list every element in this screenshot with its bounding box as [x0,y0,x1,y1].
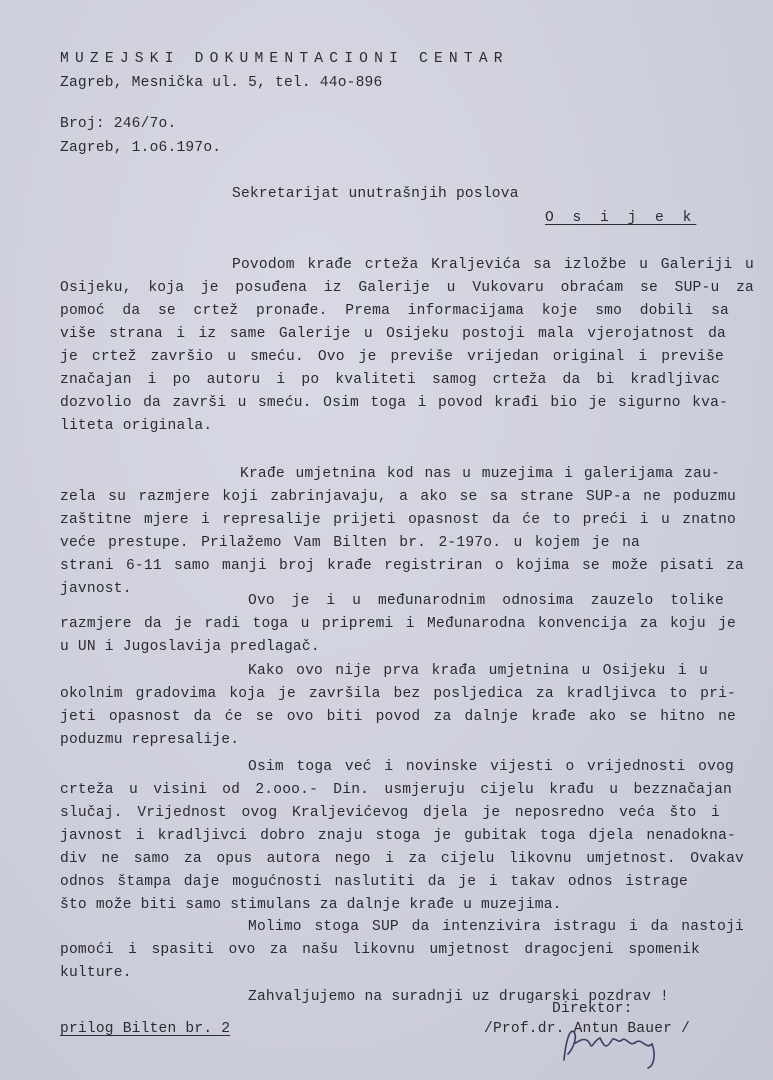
body-line: je crtež završio u smeću. Ovo je previše vrijedan original i previše [60,349,724,365]
body-line: Povodom krađe crteža Kraljevića sa izložbe u Galeriji u [232,257,754,273]
letter-date: Zagreb, 1.o6.197o. [60,140,222,156]
body-line: kulture. [60,965,132,981]
institution-address: Zagreb, Mesnička ul. 5, tel. 44o-896 [60,75,383,91]
reference-number: Broj: 246/7o. [60,116,177,132]
signatory-title: Direktor: [552,1001,633,1017]
body-line: Osim toga već i novinske vijesti o vrijednosti ovog [248,759,734,775]
signatory-name: /Prof.dr. Antun Bauer / [484,1021,691,1037]
body-line: veće prestupe. Prilažemo Vam Bilten br. 2-197o. u kojem je na [60,535,640,551]
body-line: značajan i po autoru i po kvaliteti samog crteža da bi kradljivac [60,372,720,388]
body-line: pomoć da se crtež pronađe. Prema informacijama koje smo dobili sa [60,303,729,319]
body-line: javnost. [60,581,132,597]
body-line: odnos štampa daje mogućnosti naslutiti da je i takav odnos istrage [60,874,688,890]
body-line: zaštitne mjere i represalije prijeti opasnost da će to preći i u znatno [60,512,736,528]
body-line: Krađe umjetnina kod nas u muzejima i galerijama zau- [240,466,720,482]
body-line: crteža u visini od 2.ooo.- Din. usmjeruju cijelu krađu u bezznačajan [60,782,732,798]
body-line: u UN i Jugoslavija predlagač. [60,639,320,655]
recipient-city: O s i j e k [545,210,697,226]
body-line: dozvolio da završi u smeću. Osim toga i povod krađi bio je sigurno kva- [60,395,728,411]
body-line: div ne samo za opus autora nego i za cijelu likovnu umjetnost. Ovakav [60,851,744,867]
body-line: razmjere da je radi toga u pripremi i Međunarodna konvencija za koju je [60,616,736,632]
body-line: više strana i iz same Galerije u Osijeku postoji mala vjerojatnost da [60,326,726,342]
body-line: Osijeku, koja je posuđena iz Galerije u Vukovaru obraćam se SUP-u za [60,280,754,296]
body-line: okolnim gradovima koja je završila bez posljedica za kradljivca to pri- [60,686,736,702]
body-line: Zahvaljujemo na suradnji uz drugarski pozdrav ! [248,989,670,1005]
body-line: pomoći i spasiti ovo za našu likovnu umjetnost dragocjeni spomenik [60,942,700,958]
body-line: Kako ovo nije prva krađa umjetnina u Osijeku i u [248,663,708,679]
institution-header: MUZEJSKI DOKUMENTACIONI CENTAR [60,51,509,67]
body-line: strani 6-11 samo manji broj krađe registriran o kojima se može pisati za [60,558,744,574]
body-line: zela su razmjere koji zabrinjavaju, a ako se sa strane SUP-a ne poduzmu [60,489,736,505]
body-line: poduzmu represalije. [60,732,240,748]
recipient-name: Sekretarijat unutrašnjih poslova [232,186,519,202]
body-line: Ovo je i u međunarodnim odnosima zauzelo tolike [248,593,724,609]
handwritten-signature [556,1010,676,1070]
body-line: javnost i kradljivci dobro znaju stoga je gubitak toga djela nenadokna- [60,828,736,844]
body-line: što može biti samo stimulans za dalnje krađe u muzejima. [60,897,562,913]
body-line: jeti opasnost da će se ovo biti povod za dalnje krađe ako se hitno ne [60,709,736,725]
enclosure-note: prilog Bilten br. 2 [60,1021,231,1037]
body-line: slučaj. Vrijednost ovog Kraljevićevog djela je neposredno veća što i [60,805,720,821]
body-line: liteta originala. [60,418,213,434]
body-line: Molimo stoga SUP da intenzivira istragu i da nastoji [248,919,744,935]
